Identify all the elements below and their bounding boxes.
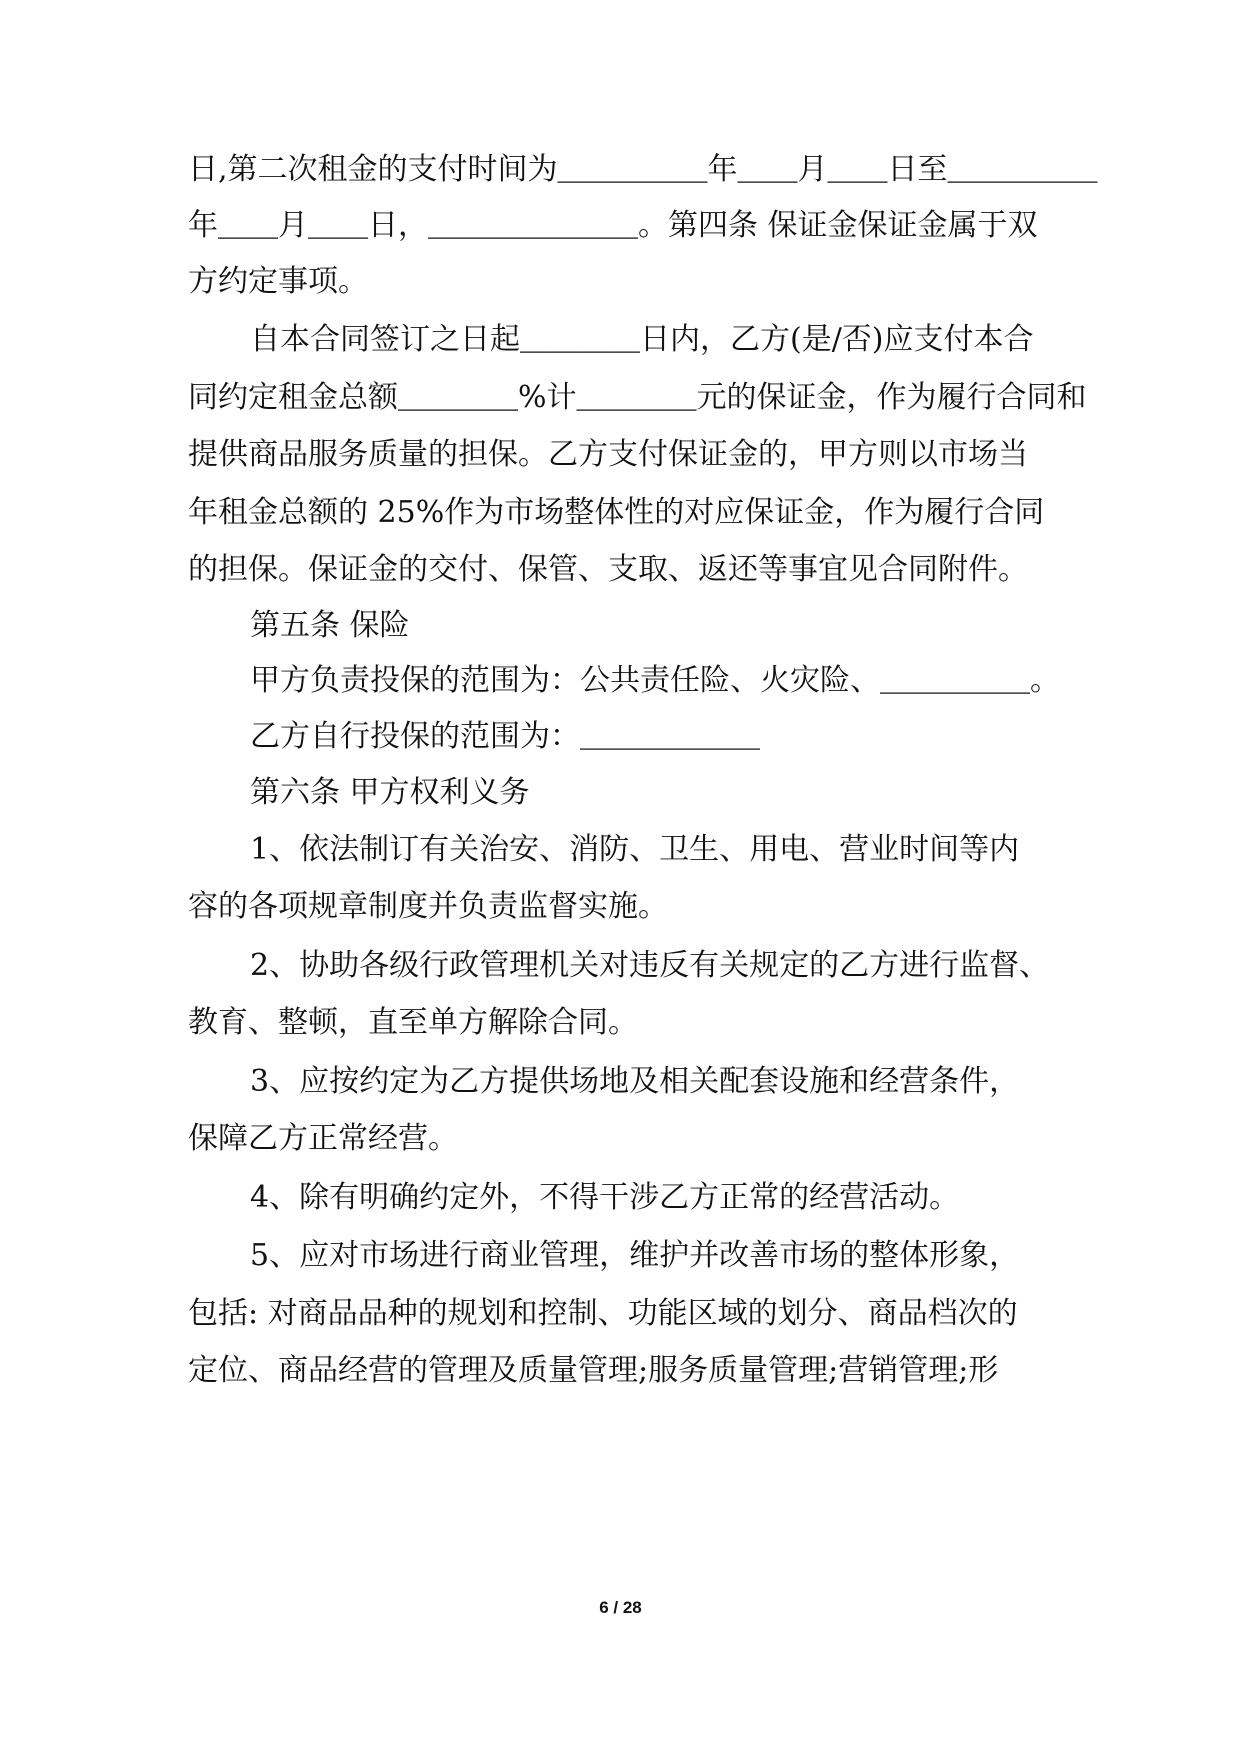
- text-line: 定位、商品经营的管理及质量管理;服务质量管理;营销管理;形: [188, 1353, 999, 1388]
- text-line: 保障乙方正常经营。: [188, 1121, 458, 1156]
- page-number: 6 / 28: [599, 1598, 642, 1617]
- section-heading: 第六条 甲方权利义务: [250, 775, 530, 810]
- text-line: 4、除有明确约定外，不得干涉乙方正常的经营活动。: [250, 1180, 960, 1215]
- text-line: 的担保。保证金的交付、保管、支取、返还等事宜见合同附件。: [188, 552, 1028, 587]
- text-line: 年＿＿月＿＿日，＿＿＿＿＿＿＿。第四条 保证金保证金属于双: [188, 208, 1038, 243]
- text-line: 教育、整顿，直至单方解除合同。: [188, 1005, 638, 1040]
- text-line: 自本合同签订之日起＿＿＿＿日内，乙方(是/否)应支付本合: [250, 322, 1034, 357]
- text-line: 包括: 对商品品种的规划和控制、功能区域的划分、商品档次的: [188, 1296, 1018, 1331]
- text-line: 乙方自行投保的范围为：＿＿＿＿＿＿: [250, 719, 760, 754]
- text-line: 年租金总额的 25%作为市场整体性的对应保证金，作为履行合同: [188, 495, 1045, 530]
- text-line: 1、依法制订有关治安、消防、卫生、用电、营业时间等内: [250, 832, 1020, 867]
- text-line: 2、协助各级行政管理机关对违反有关规定的乙方进行监督、: [250, 948, 1050, 983]
- text-line: 日,第二次租金的支付时间为＿＿＿＿＿年＿＿月＿＿日至＿＿＿＿＿: [188, 152, 1098, 187]
- text-line: 3、应按约定为乙方提供场地及相关配套设施和经营条件，: [250, 1064, 1020, 1099]
- text-line: 提供商品服务质量的担保。乙方支付保证金的，甲方则以市场当: [188, 437, 1028, 472]
- text-line: 容的各项规章制度并负责监督实施。: [188, 889, 668, 924]
- section-heading: 第五条 保险: [250, 608, 410, 643]
- text-line: 方约定事项。: [188, 264, 368, 299]
- text-line: 5、应对市场进行商业管理，维护并改善市场的整体形象，: [250, 1238, 1020, 1273]
- text-line: 同约定租金总额＿＿＿＿%计＿＿＿＿元的保证金，作为履行合同和: [188, 380, 1087, 415]
- text-line: 甲方负责投保的范围为：公共责任险、火灾险、＿＿＿＿＿。: [250, 663, 1060, 698]
